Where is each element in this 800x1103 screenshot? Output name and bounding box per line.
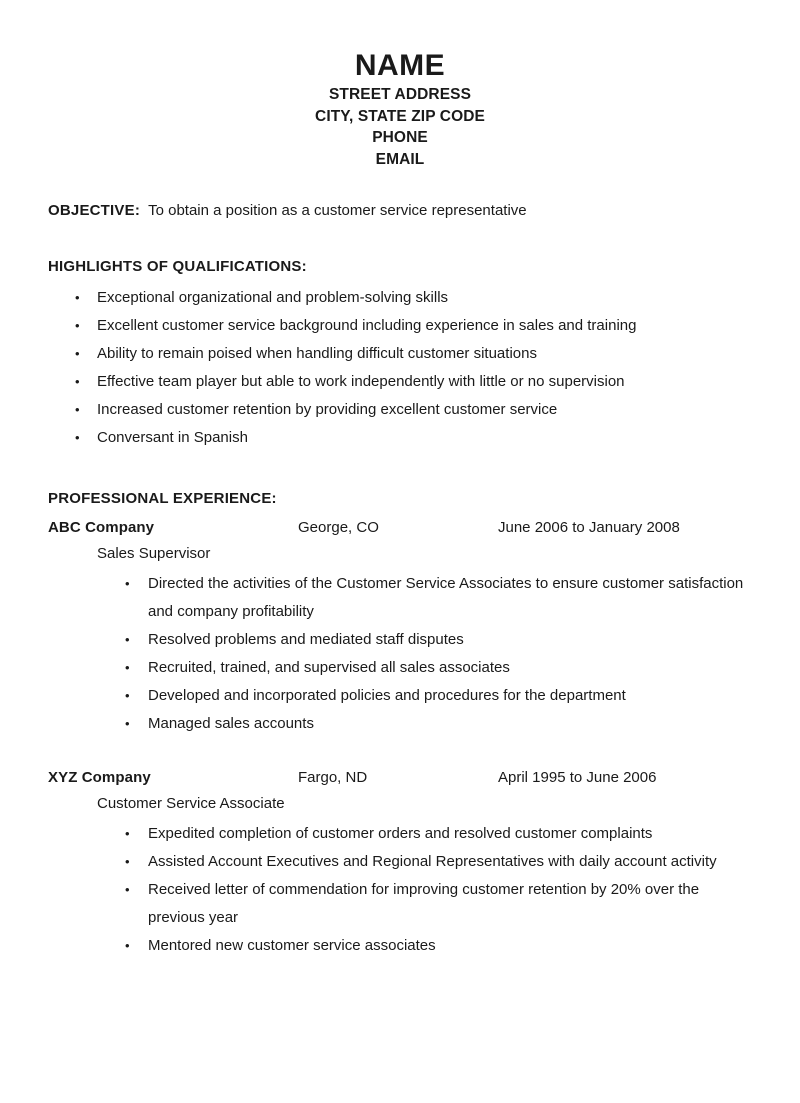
job-company: XYZ Company [48, 769, 151, 786]
objective-section [48, 200, 752, 222]
list-item: • Ability to remain poised when handling difficult customer situations [75, 340, 752, 368]
job-company: ABC Company [48, 519, 155, 536]
objective-label: OBJECTIVE: [48, 202, 141, 219]
contact-city-state-zip: CITY, STATE ZIP CODE [315, 107, 485, 125]
list-item: • Exceptional organizational and problem-solving skills [75, 284, 752, 312]
objective-text [140, 202, 527, 219]
job-dates: April 1995 to June 2006 [498, 769, 657, 786]
job-duties-list [125, 820, 752, 960]
list-item: • Managed sales accounts [125, 710, 752, 738]
list-item: • Increased customer retention by providing excellent customer service [75, 396, 752, 424]
qualifications-heading: HIGHLIGHTS OF QUALIFICATIONS: [48, 258, 307, 275]
candidate-name: NAME [354, 49, 446, 82]
list-item: • Conversant in Spanish [75, 424, 752, 452]
qualifications-list [75, 284, 752, 452]
experience-entry [48, 766, 752, 960]
list-item: • Received letter of commendation for improving customer retention by 20% over the previous year [125, 876, 752, 932]
contact-street-address: STREET ADDRESS [328, 86, 472, 103]
experience-entry [48, 516, 752, 738]
job-duties-list [125, 570, 752, 738]
list-item: • Excellent customer service background including experience in sales and training [75, 312, 752, 340]
job-dates: June 2006 to January 2008 [498, 519, 680, 536]
job-header [48, 766, 752, 790]
contact-email: EMAIL [375, 150, 425, 168]
list-item: • Expedited completion of customer orders and resolved customer complaints [125, 820, 752, 848]
objective-text-value: To obtain a position as a customer service representative [148, 202, 527, 219]
list-item: • Mentored new customer service associates [125, 932, 752, 960]
list-item: • Directed the activities of the Customer Service Associates to ensure customer satisfaction and company profitability [125, 570, 752, 626]
contact-phone: PHONE [372, 129, 428, 146]
job-title: Sales Supervisor [97, 545, 211, 562]
experience-heading: PROFESSIONAL EXPERIENCE: [48, 490, 277, 507]
resume-header [48, 48, 752, 170]
list-item: • Recruited, trained, and supervised all sales associates [125, 654, 752, 682]
job-location: Fargo, ND [298, 769, 368, 786]
list-item: • Developed and incorporated policies and procedures for the department [125, 682, 752, 710]
list-item: • Effective team player but able to work independently with little or no supervision [75, 368, 752, 396]
list-item: • Assisted Account Executives and Regional Representatives with daily account activity [125, 848, 752, 876]
job-header [48, 516, 752, 540]
job-location: George, CO [298, 519, 379, 536]
list-item: • Resolved problems and mediated staff disputes [125, 626, 752, 654]
job-title: Customer Service Associate [97, 795, 285, 812]
